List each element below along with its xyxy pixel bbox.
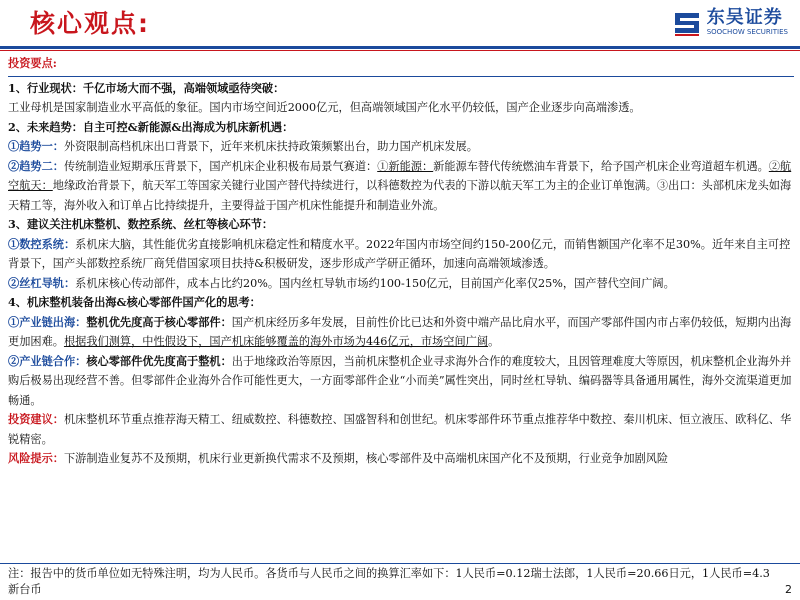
segment-screw-body: 系机床核心传动部件，成本占比约20%。国内丝杠导轨市场约100-150亿元，目前国产化率仅25%，国产替代空间广阔。 xyxy=(75,276,675,290)
segment-cnc-label: ①数控系统： xyxy=(8,236,76,251)
point-1-heading: 1、行业现状：千亿市场大而不强，高端领域亟待突破： xyxy=(8,80,285,95)
header-rule-blue xyxy=(0,46,800,49)
report-body xyxy=(8,54,794,469)
trend-2-body-b: 新能源车替代传统燃油车背景下，给予国产机床企业弯道超车机遇。 xyxy=(433,159,769,173)
recommendation-label: 投资建议： xyxy=(8,412,64,426)
thought-2-label: ②产业链合作： xyxy=(8,353,87,368)
recommendation xyxy=(8,410,794,449)
point-3-heading: 3、建议关注机床整机、数控系统、丝杠等核心环节： xyxy=(8,217,274,231)
trend-1 xyxy=(8,137,794,157)
page-header xyxy=(0,0,800,46)
page-number: 2 xyxy=(785,583,792,596)
thought-2-label2: 核心零部件优先度高于整机： xyxy=(86,353,232,368)
point-1-body: 工业母机是国家制造业水平高低的象征。国内市场空间近2000亿元，但高端领域国产化水平仍较低，国产企业逐步向高端渗透。 xyxy=(8,101,641,114)
segment-cnc xyxy=(8,235,794,274)
risk-body: 下游制造业复苏不及预期，机床行业更新换代需求不及预期，核心零部件及中高端机床国产化不及预期，行业竞争加剧风险 xyxy=(63,452,669,465)
logo-english-name: SOOCHOW SECURITIES xyxy=(706,28,788,36)
thought-1-label: ①产业链出海： xyxy=(8,314,87,329)
trend-2 xyxy=(8,157,794,216)
thought-2 xyxy=(8,352,794,411)
trend-2-body-c: 地缘政治背景下，航天军工等国家关键行业国产替代持续进行，以科德数控为代表的下游以航天军工为主的企业订单饱满。③出口：头部机床龙头如海天精工等，海外收入和订单占比持续提升，主要得益于国产机床性能提升和制造业外流。 xyxy=(8,179,792,212)
thought-1 xyxy=(8,313,794,352)
trend-2-aerospace: ②航空航天： xyxy=(8,159,792,192)
risk-warning xyxy=(8,449,794,469)
section-divider xyxy=(8,76,794,77)
thought-1-end: 。 xyxy=(488,335,500,348)
point-2-heading: 2、未来趋势：自主可控&新能源&出海成为机床新机遇： xyxy=(8,119,294,134)
currency-footnote: 注：报告中的货币单位如无特殊注明，均为人民币。各货币与人民币之间的换算汇率如下：1人民币=0.12瑞士法郎，1人民币=20.66日元，1人民币=4.3新台币 xyxy=(8,567,770,596)
thought-2-body: 出于地缘政治等原因，当前机床整机企业寻求海外合作的难度较大，且因管理难度大等原因，机床整机企业海外并购后极易出现经营不善。但零部件企业海外合作可能性更大，一方面零部件企业“小而美”属性突出，同时丝杠导轨、编码器等具备通用属性，海外交流渠道更加畅通。 xyxy=(8,354,792,407)
header-rule-red xyxy=(0,50,800,51)
footer-divider xyxy=(0,563,800,564)
point-4-heading: 4、机床整机装备出海&核心零部件国产化的思考： xyxy=(8,295,261,309)
segment-screw xyxy=(8,274,794,294)
soochow-logo xyxy=(672,8,788,37)
segment-cnc-body: 系机床大脑，其性能优劣直接影响机床稳定性和精度水平。2022年国内市场空间约150-200亿元，而销售额国产化率不足30%。近年来自主可控背景下，国产头部数控系统厂商凭借国家项目扶持&积极研发，逐步形成产学研正循环，加速向高端领域渗透。 xyxy=(8,237,791,270)
recommendation-body: 机床整机环节重点推荐海天精工、纽威数控、科德数控、国盛智科和创世纪。机床零部件环节重点推荐华中数控、秦川机床、恒立液压、欧科亿、华锐精密。 xyxy=(8,413,792,446)
risk-label: 风险提示： xyxy=(8,451,64,465)
thought-1-estimate: 根据我们测算，中性假设下，国产机床能够覆盖的海外市场为446亿元，市场空间广阔 xyxy=(63,335,489,348)
thought-1-body: 国产机床经历多年发展，目前性价比已达和外资中端产品比肩水平，而国产零部件国内市占率仍较低，短期内出海更加困难。 xyxy=(8,315,792,348)
soochow-logo-icon xyxy=(672,9,702,37)
section-label: 投资要点: xyxy=(8,56,57,70)
page-title: 核心观点: xyxy=(30,9,150,38)
trend-2-body-a: 传统制造业短期承压背景下，国产机床企业积极布局景气赛道： xyxy=(63,159,378,173)
logo-chinese-name: 东吴证券 xyxy=(706,7,783,28)
segment-screw-label: ②丝杠导轨： xyxy=(8,275,76,290)
trend-2-new-energy: ①新能源： xyxy=(377,159,434,173)
thought-1-label2: 整机优先度高于核心零部件： xyxy=(86,314,232,329)
trend-2-label: ②趋势二： xyxy=(8,158,64,173)
trend-1-body: 外资限制高档机床出口背景下，近年来机床扶持政策频繁出台，助力国产机床发展。 xyxy=(63,140,478,153)
trend-1-label: ①趋势一： xyxy=(8,139,64,153)
